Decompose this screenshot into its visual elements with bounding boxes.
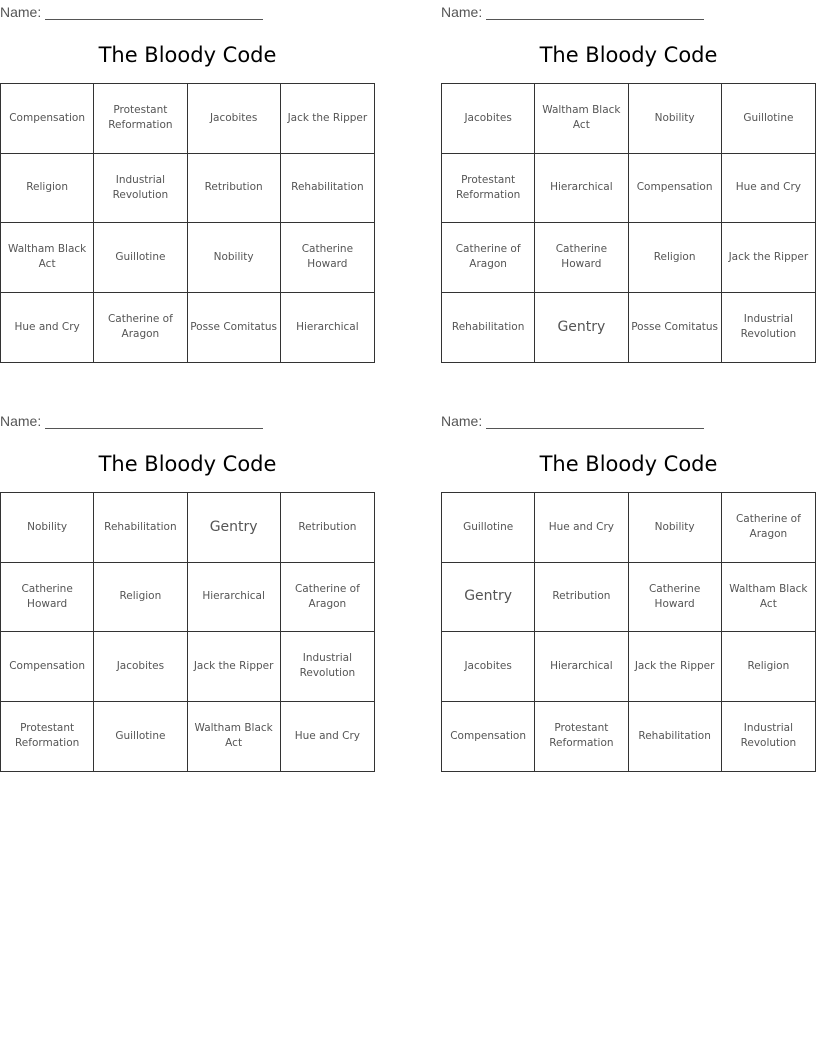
- name-line: [0, 2, 263, 20]
- bingo-cell: Religion: [722, 632, 815, 702]
- bingo-grid: [0, 83, 375, 363]
- bingo-cell: Retribution: [281, 493, 374, 563]
- bingo-grid: [441, 83, 816, 363]
- bingo-cell: Guillotine: [94, 702, 187, 772]
- bingo-cell: Compensation: [442, 702, 535, 772]
- card-title: The Bloody Code: [539, 43, 718, 67]
- bingo-cell: Posse Comitatus: [188, 293, 281, 363]
- bingo-cell: Catherine of Aragon: [94, 293, 187, 363]
- bingo-grid: [0, 492, 375, 772]
- bingo-cell: Guillotine: [442, 493, 535, 563]
- name-line: [0, 411, 263, 429]
- bingo-cell: Nobility: [188, 223, 281, 293]
- bingo-cell: Retribution: [535, 563, 628, 633]
- bingo-cell: Catherine of Aragon: [722, 493, 815, 563]
- bingo-cell: Waltham Black Act: [535, 84, 628, 154]
- bingo-cell: Jacobites: [442, 84, 535, 154]
- name-blank-field[interactable]: [45, 6, 263, 20]
- bingo-cell: Posse Comitatus: [629, 293, 722, 363]
- bingo-cell: Hue and Cry: [1, 293, 94, 363]
- bingo-cell: Guillotine: [94, 223, 187, 293]
- bingo-cell: Industrial Revolution: [281, 632, 374, 702]
- bingo-cell: Gentry: [188, 493, 281, 563]
- name-label: Name:: [0, 413, 42, 429]
- bingo-cell: Catherine Howard: [281, 223, 374, 293]
- bingo-cell: Rehabilitation: [281, 154, 374, 224]
- bingo-cell: Hierarchical: [535, 632, 628, 702]
- bingo-cell: Religion: [629, 223, 722, 293]
- bingo-cell: Jacobites: [94, 632, 187, 702]
- bingo-cell: Protestant Reformation: [535, 702, 628, 772]
- name-label: Name:: [0, 4, 42, 20]
- card-title: The Bloody Code: [98, 43, 277, 67]
- bingo-cell: Catherine of Aragon: [281, 563, 374, 633]
- name-line: [441, 411, 704, 429]
- card-title: The Bloody Code: [98, 452, 277, 476]
- bingo-cell: Compensation: [629, 154, 722, 224]
- bingo-cell: Catherine of Aragon: [442, 223, 535, 293]
- card-title: The Bloody Code: [539, 452, 718, 476]
- bingo-cell: Nobility: [629, 493, 722, 563]
- bingo-cell: Catherine Howard: [1, 563, 94, 633]
- bingo-cell: Hierarchical: [535, 154, 628, 224]
- bingo-cell: Hue and Cry: [294, 729, 361, 742]
- bingo-cell: Nobility: [1, 493, 94, 563]
- bingo-cell: Retribution: [188, 154, 281, 224]
- bingo-cell: Religion: [94, 563, 187, 633]
- bingo-cell: Religion: [1, 154, 94, 224]
- bingo-cell: Jack the Ripper: [281, 84, 374, 154]
- bingo-cell: Hierarchical: [296, 320, 359, 333]
- name-line: [441, 2, 704, 20]
- bingo-cell: Jack the Ripper: [629, 632, 722, 702]
- name-blank-field[interactable]: [45, 415, 263, 429]
- bingo-cell: Protestant Reformation: [1, 702, 94, 772]
- bingo-cell: Catherine Howard: [629, 563, 722, 633]
- bingo-cell: Rehabilitation: [629, 702, 722, 772]
- bingo-cell: Jacobites: [188, 84, 281, 154]
- name-label: Name:: [441, 413, 483, 429]
- bingo-cell: Jack the Ripper: [188, 632, 281, 702]
- bingo-cell: Industrial Revolution: [740, 313, 797, 341]
- bingo-grid: [441, 492, 816, 772]
- bingo-cell: Gentry: [442, 563, 535, 633]
- bingo-cell: Industrial Revolution: [94, 154, 187, 224]
- bingo-cell: Industrial Revolution: [740, 722, 797, 750]
- bingo-cell: Nobility: [629, 84, 722, 154]
- bingo-cell: Rehabilitation: [442, 293, 535, 363]
- bingo-cell: Protestant Reformation: [442, 154, 535, 224]
- bingo-cell: Hue and Cry: [535, 493, 628, 563]
- name-blank-field[interactable]: [486, 6, 704, 20]
- bingo-cell: Guillotine: [722, 84, 815, 154]
- bingo-cell: Gentry: [535, 293, 628, 363]
- bingo-cell: Waltham Black Act: [188, 702, 281, 772]
- bingo-cell: Waltham Black Act: [1, 223, 94, 293]
- bingo-cell: Compensation: [1, 84, 94, 154]
- name-label: Name:: [441, 4, 483, 20]
- bingo-cell: Protestant Reformation: [94, 84, 187, 154]
- bingo-cell: Hierarchical: [188, 563, 281, 633]
- name-blank-field[interactable]: [486, 415, 704, 429]
- bingo-cell: Jack the Ripper: [722, 223, 815, 293]
- bingo-cell: Rehabilitation: [94, 493, 187, 563]
- bingo-cell: Jacobites: [442, 632, 535, 702]
- bingo-cell: Waltham Black Act: [722, 563, 815, 633]
- bingo-cell: Compensation: [1, 632, 94, 702]
- bingo-cell: Hue and Cry: [722, 154, 815, 224]
- bingo-cell: Catherine Howard: [535, 223, 628, 293]
